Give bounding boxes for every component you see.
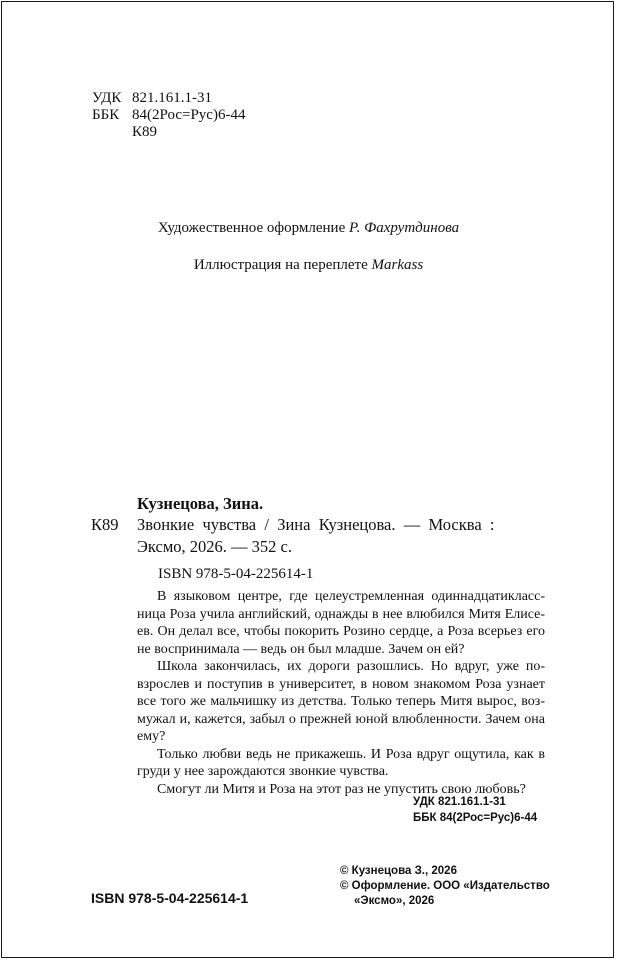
annotation-line: груди у нее зарождаются звонкие чувства. — [137, 764, 389, 779]
copyright-line-3: «Эксмо», 2026 — [354, 895, 435, 907]
annotation-line: ему? — [137, 729, 166, 744]
annotation-line: Смогут ли Митя и Роза на этот раз не упустить свою любовь? — [157, 781, 526, 797]
annotation-line: взрослев и поступив в университет, в новом знакомом Роза узнает — [137, 676, 545, 692]
bottom-udk: УДК 821.161.1-31 — [413, 796, 506, 808]
annotation-paragraph-2 — [137, 658, 545, 746]
illustration-credit-prefix: Иллюстрация на переплете — [193, 257, 372, 273]
bbk-row — [92, 107, 245, 124]
bib-author: Кузнецова, Зина. — [137, 494, 264, 513]
annotation-paragraph-1 — [137, 588, 545, 658]
annotation-line: все того же мальчишку из детства. Только теперь Митя вырос, воз- — [137, 694, 545, 709]
udk-value: 821.161.1-31 — [132, 90, 212, 106]
annotation-line: Школа закончилась, их дороги разошлись. Но вдруг, уже по- — [157, 659, 545, 674]
annotation-line: Только любви ведь не прикажешь. И Роза вдруг ощутила, как в — [157, 746, 545, 762]
bottom-codes — [413, 794, 537, 826]
author-mark-top: К89 — [132, 124, 158, 140]
annotation-line: В языковом центре, где целеустремленная одиннадцатикласс- — [157, 589, 545, 604]
illustration-credit-name: Markass — [371, 257, 424, 273]
bib-title-line-1: Звонкие чувства / Зина Кузнецова. — Москва : — [137, 515, 495, 534]
copyright-line-1: © Кузнецова З., 2026 — [340, 865, 457, 877]
annotation-line: ев. Он делал все, чтобы покорить Розино сердце, а Роза всерьез его — [137, 624, 545, 639]
design-credit-prefix: Художественное оформление — [157, 220, 349, 236]
udk-row — [92, 90, 245, 107]
bib-author-mark: К89 — [91, 515, 119, 534]
bib-title-line-2: Эксмо, 2026. — 352 с. — [137, 537, 292, 556]
bib-isbn: ISBN 978-5-04-225614-1 — [158, 566, 314, 582]
copyright-line-2: © Оформление. ООО «Издательство — [340, 880, 550, 892]
illustration-credit — [0, 257, 617, 274]
bbk-value: 84(2Рос=Рус)6-44 — [132, 107, 246, 123]
author-mark-row — [92, 124, 245, 141]
bottom-bbk: ББК 84(2Рос=Рус)6-44 — [413, 812, 538, 824]
annotation-line: ница Роза учила английский, однажды в нее влюбился Митя Елисе- — [137, 606, 545, 622]
udk-label: УДК — [92, 90, 122, 106]
annotation-line: не воспринимала — ведь он был младше. Зачем он ей? — [137, 641, 465, 657]
catalog-codes — [92, 90, 245, 141]
annotation — [137, 588, 545, 798]
footer-isbn: ISBN 978-5-04-225614-1 — [91, 890, 249, 906]
bbk-label: ББК — [92, 107, 120, 123]
annotation-line: мужал и, кажется, забыл о прежней юной влюбленности. Зачем она — [137, 711, 545, 727]
copyright-block — [340, 864, 550, 909]
design-credit-name: Р. Фахрутдинова — [349, 220, 460, 236]
annotation-paragraph-3 — [137, 746, 545, 781]
design-credit — [0, 220, 617, 237]
